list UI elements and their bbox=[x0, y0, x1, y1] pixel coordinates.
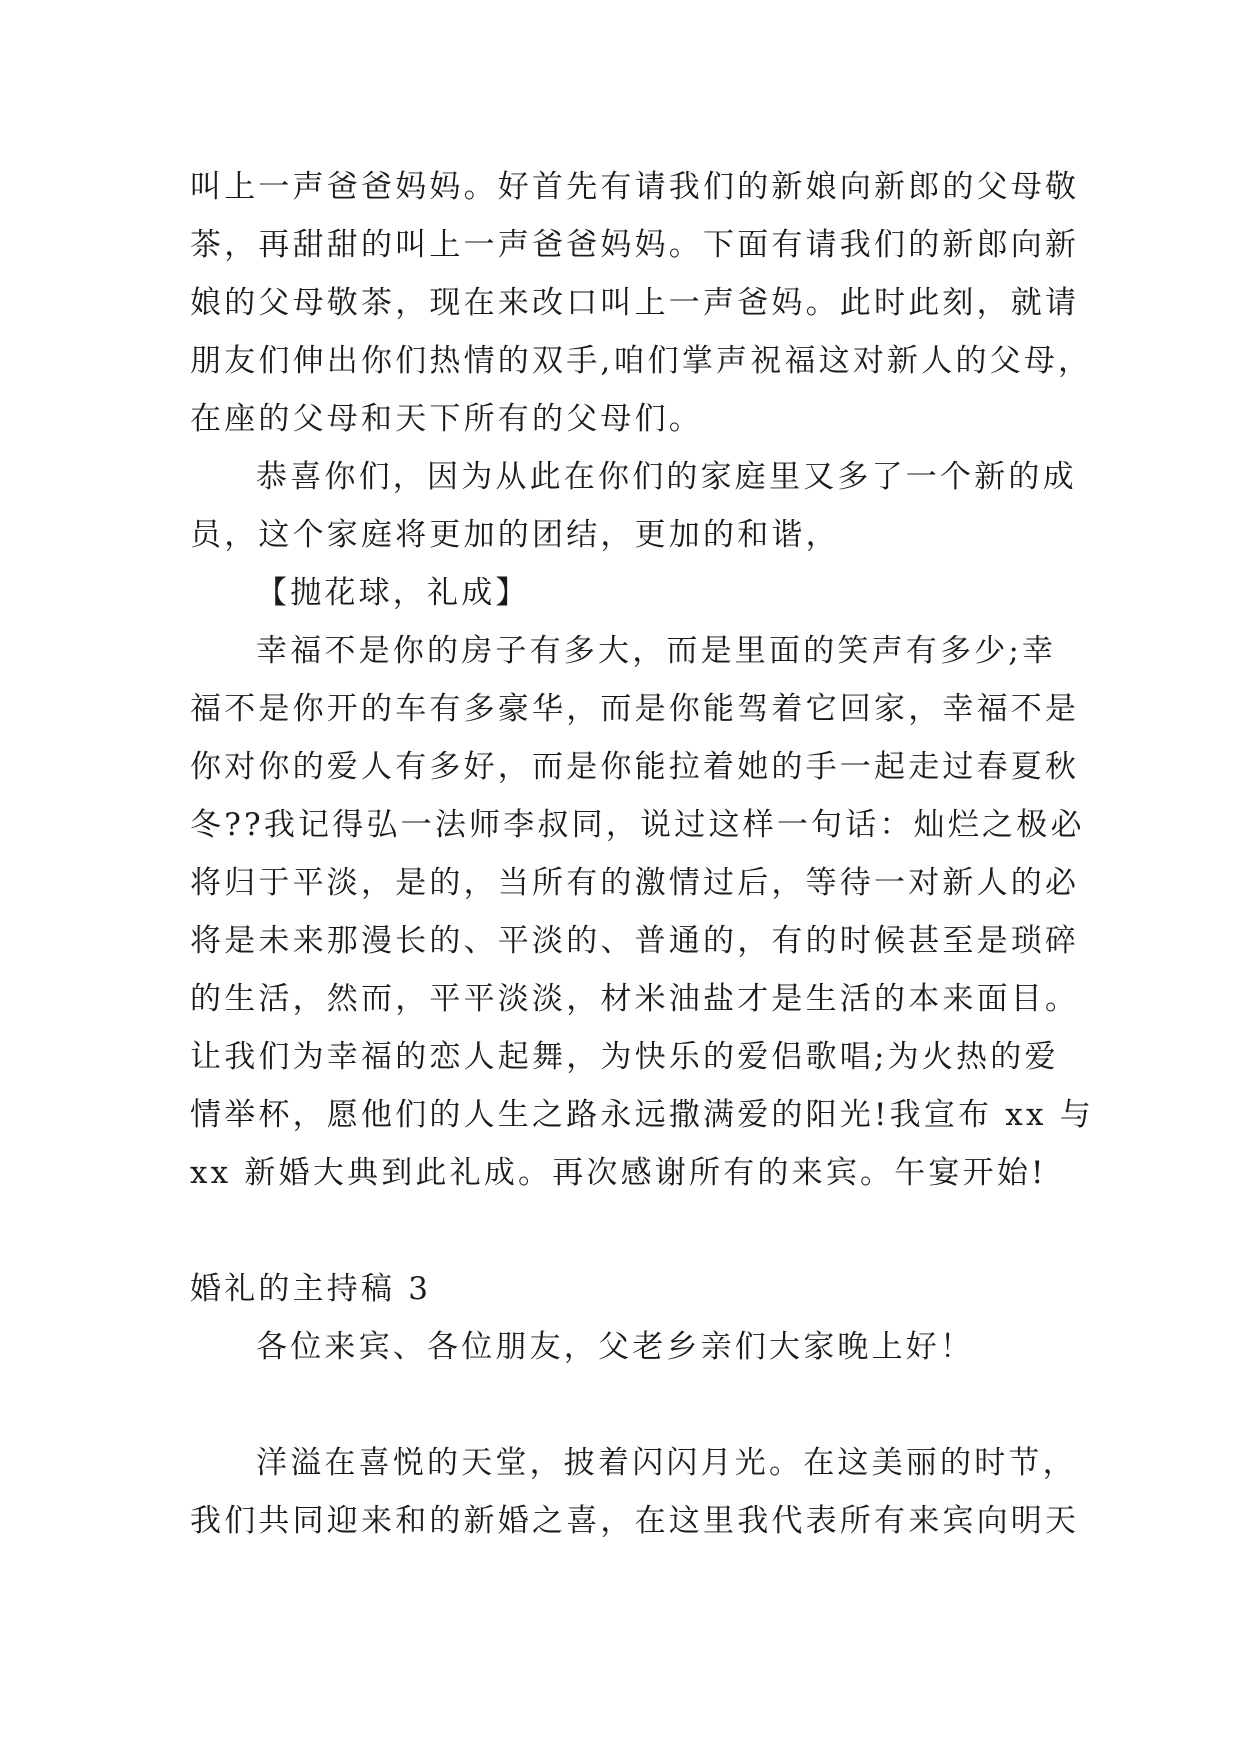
paragraph-line: 冬??我记得弘一法师李叔同，说过这样一句话：灿烂之极必 bbox=[190, 807, 1085, 843]
paragraph-line: 员，这个家庭将更加的团结，更加的和谐， bbox=[190, 517, 840, 553]
paragraph-line: 恭喜你们，因为从此在你们的家庭里又多了一个新的成 bbox=[256, 459, 1077, 495]
paragraph-line: 洋溢在喜悦的天堂，披着闪闪月光。在这美丽的时节， bbox=[256, 1445, 1077, 1481]
spacer bbox=[190, 1376, 1070, 1434]
paragraph-line: 福不是你开的车有多豪华，而是你能驾着它回家，幸福不是 bbox=[190, 691, 1080, 727]
paragraph-line: 的生活，然而，平平淡淡，材米油盐才是生活的本来面目。 bbox=[190, 981, 1080, 1017]
stage-direction: 【抛花球，礼成】 bbox=[256, 575, 530, 611]
section-title: 婚礼的主持稿 3 bbox=[190, 1271, 432, 1307]
paragraph-line: 将是未来那漫长的、平淡的、普通的，有的时候甚至是琐碎 bbox=[190, 923, 1080, 959]
paragraph-line: 我们共同迎来和的新婚之喜，在这里我代表所有来宾向明天 bbox=[190, 1503, 1080, 1539]
paragraph-line: 让我们为幸福的恋人起舞，为快乐的爱侣歌唱;为火热的爱 bbox=[190, 1039, 1059, 1075]
paragraph-line: 你对你的爱人有多好，而是你能拉着她的手一起走过春夏秋 bbox=[190, 749, 1080, 785]
document-body bbox=[190, 158, 1094, 1550]
paragraph-line: 在座的父母和天下所有的父母们。 bbox=[190, 401, 703, 437]
spacer bbox=[190, 1202, 1070, 1260]
paragraph-line: 叫上一声爸爸妈妈。好首先有请我们的新娘向新郎的父母敬 bbox=[190, 169, 1080, 205]
paragraph-line: 幸福不是你的房子有多大，而是里面的笑声有多少;幸 bbox=[256, 633, 1057, 669]
paragraph-line: 情举杯，愿他们的人生之路永远撒满爱的阳光!我宣布 xx 与 bbox=[190, 1097, 1094, 1133]
paragraph-line: 各位来宾、各位朋友，父老乡亲们大家晚上好！ bbox=[256, 1329, 975, 1365]
paragraph-line: xx 新婚大典到此礼成。再次感谢所有的来宾。午宴开始! bbox=[190, 1155, 1047, 1191]
paragraph-line: 朋友们伸出你们热情的双手,咱们掌声祝福这对新人的父母， bbox=[190, 343, 1093, 379]
paragraph-line: 将归于平淡，是的，当所有的激情过后，等待一对新人的必 bbox=[190, 865, 1080, 901]
paragraph-line: 娘的父母敬茶，现在来改口叫上一声爸妈。此时此刻，就请 bbox=[190, 285, 1080, 321]
paragraph-line: 茶，再甜甜的叫上一声爸爸妈妈。下面有请我们的新郎向新 bbox=[190, 227, 1080, 263]
